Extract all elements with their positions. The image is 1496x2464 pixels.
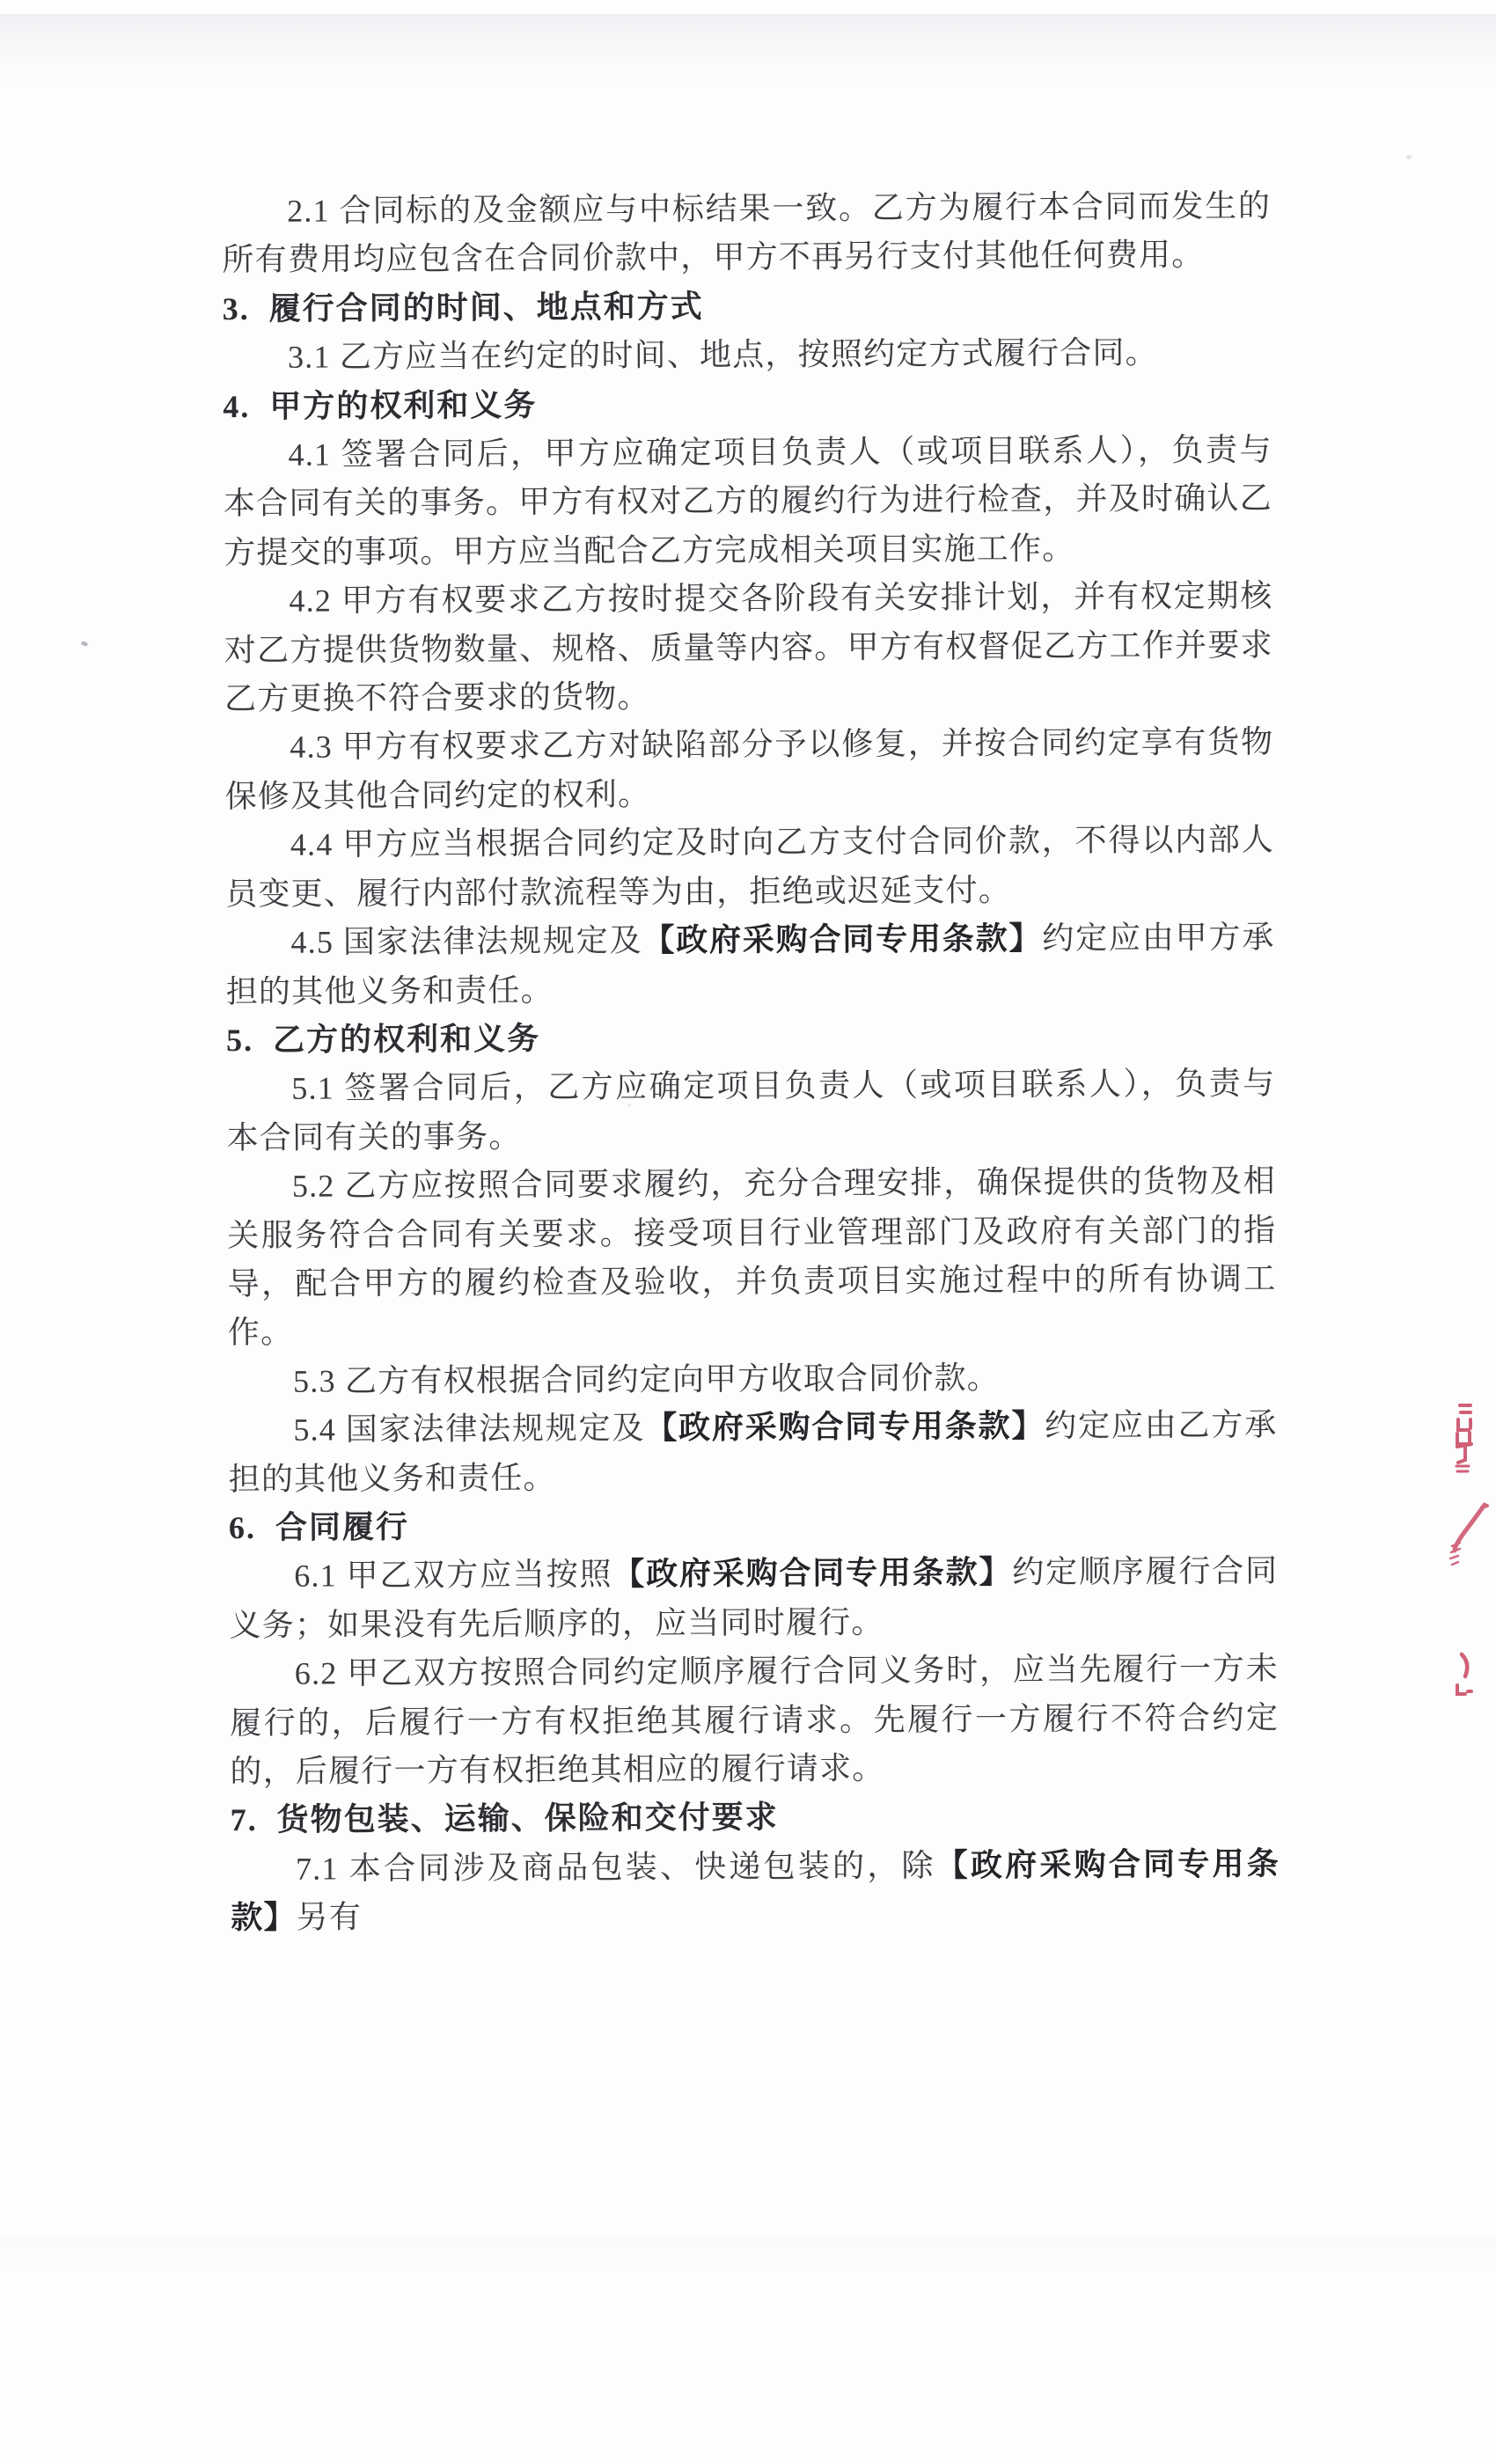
scan-speck [1406,155,1412,159]
special-terms-reference: 【政府采购合同专用条款】 [645,1408,1045,1446]
red-stamp-mark-middle [1450,1505,1487,1565]
red-stamp-mark-lower [1457,1654,1471,1694]
scan-edge-shadow-bottom [0,2235,1496,2270]
clause-4-3 [224,718,1274,821]
text-run: 4.3 甲方有权要求乙方对缺陷部分予以修复，并按合同约定享有货物保修及其他合同约定的权利。 [224,724,1274,814]
text-run: 6.2 甲乙双方按照合同约定顺序履行合同义务时，应当先履行一方未履行的，后履行一方有权拒绝其履行请求。先履行一方履行不符合约定的，后履行一方有权拒绝其相应的履行请求。 [230,1651,1280,1790]
text-run: 4.2 甲方有权要求乙方按时提交各阶段有关安排计划，并有权定期核对乙方提供货物数量、规格、质量等内容。甲方有权督促乙方工作并要求乙方更换不符合要求的货物。 [224,578,1273,717]
red-stamp-mark-upper [1456,1405,1471,1471]
text-run: 另有 [296,1899,363,1935]
text-run: 4.5 国家法律法规规定及 [290,922,643,960]
special-terms-reference: 【政府采购合同专用条款】 [612,1554,1013,1593]
heading-7 [231,1791,1280,1845]
heading-3 [223,280,1272,334]
clause-4-1 [223,426,1272,577]
clause-4-2 [224,572,1273,723]
text-run: 3. 履行合同的时间、地点和方式 [222,289,704,326]
text-run: 5.1 签署合同后，乙方应确定项目负责人（或项目联系人），负责与本合同有关的事务。 [226,1066,1276,1155]
text-run: 5.3 乙方有权根据合同约定向甲方收取合同价款。 [293,1360,1001,1399]
text-run: 5.4 国家法律法规规定及 [293,1410,646,1448]
clause-3-1 [223,328,1272,383]
text-run: 7.1 本合同涉及商品包装、快递包装的，除 [295,1847,936,1887]
clause-5-1 [226,1060,1276,1162]
text-run: 3.1 乙方应当在约定的时间、地点，按照约定方式履行合同。 [287,334,1158,375]
text-run: 6. 合同履行 [228,1508,410,1546]
text-run: 约定应由乙方承担的其他义务和责任。 [228,1407,1278,1497]
clause-5-4 [228,1401,1278,1504]
clause-6-2 [230,1645,1280,1796]
document-body [222,182,1280,1943]
clause-4-4 [225,816,1275,919]
scan-speck [80,641,88,647]
special-terms-reference: 【政府采购合同专用条款】 [231,1845,1280,1936]
clause-4-5 [225,913,1275,1016]
heading-6 [229,1499,1278,1553]
heading-5 [226,1011,1275,1066]
text-run: 6.1 甲乙双方应当按照 [294,1557,613,1595]
clause-7-1 [231,1840,1280,1943]
clause-2-1 [222,182,1272,285]
scan-edge-shadow-top [0,14,1496,90]
text-run: 7. 货物包装、运输、保险和交付要求 [230,1800,779,1838]
text-run: 5.2 乙方应按照合同要求履约，充分合理安排，确保提供的货物及相关服务符合合同有关要求。接受项目行业管理部门及政府有关部门的指导，配合甲方的履约检查及验收，并负责项目实施过程中的所有协调工作。 [227,1162,1277,1351]
text-run: 4. 甲方的权利和义务 [223,386,538,424]
text-run: 约定顺序履行合同义务；如果没有先后顺序的，应当同时履行。 [229,1553,1279,1643]
clause-6-1 [229,1547,1279,1650]
text-run: 5. 乙方的权利和义务 [225,1021,541,1059]
text-run: 约定应由甲方承担的其他义务和责任。 [225,919,1275,1009]
heading-4 [223,378,1272,432]
text-run: 4.1 签署合同后，甲方应确定项目负责人（或项目联系人），负责与本合同有关的事务。甲方有权对乙方的履约行为进行检查，并及时确认乙方提交的事项。甲方应当配合乙方完成相关项目实施工作。 [223,431,1272,570]
text-run: 4.4 甲方应当根据合同约定及时向乙方支付合同价款，不得以内部人员变更、履行内部付款流程等为由，拒绝或迟延支付。 [225,822,1275,912]
clause-5-3 [228,1353,1277,1407]
special-terms-reference: 【政府采购合同专用条款】 [642,920,1043,958]
clause-5-2 [227,1157,1277,1358]
text-run: 2.1 合同标的及金额应与中标结果一致。乙方为履行本合同而发生的所有费用均应包含在合同价款中，甲方不再另行支付其他任何费用。 [222,187,1272,278]
